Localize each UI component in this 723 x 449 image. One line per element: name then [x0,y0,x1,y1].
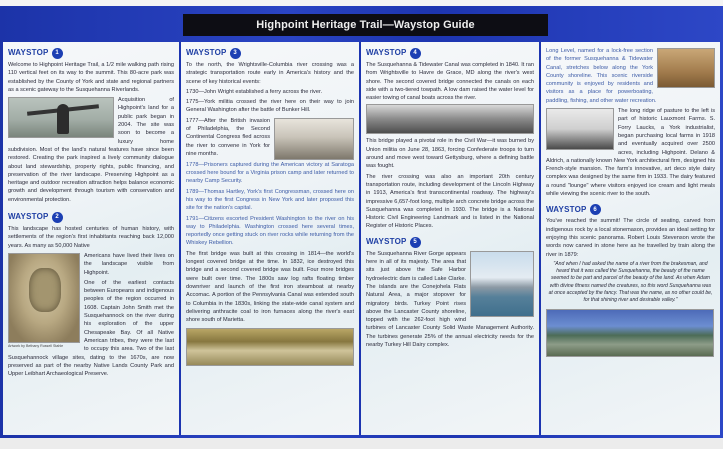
waystop-label: WAYSTOP [8,48,49,58]
dairy-lounge-photo [546,108,614,150]
waystop-label: WAYSTOP [546,204,587,214]
waystop-2-text-a: Americans have lived their lives on the landscape visible from Highpoint. [84,252,174,276]
event-1789: 1789—Thomas Hartley, York's first Congressman, crossed here on his way to the first Congress in New York and later proposed this site for the nation's capital. [186,188,354,212]
page-title: Highpoint Heritage Trail—Waystop Guide [256,19,475,31]
waystop-number-badge: 4 [410,48,421,59]
page-margin [0,438,723,449]
arch-bridge-photo [470,251,534,317]
waystop-number-badge: 6 [590,204,601,215]
panel-3 [361,42,541,435]
waystop-label: WAYSTOP [366,237,407,247]
title-bar [183,14,548,36]
event-1791: 1791—Citizens escorted President Washington to the river on his way to Philadelphia. Washington crossed here several times, reportedly once getting stuck on river rocks while returning from the Whiskey Rebellion. [186,215,354,247]
brochure-panels [3,42,720,435]
brochure-sheet [0,6,723,438]
waystop-2-heading [8,212,174,223]
waystop-3-heading [186,48,354,59]
waystop-6-heading [546,204,715,215]
event-1777: 1777—After the British invasion of Philadelphia, the Second Continental Congress fled across the river to convene in York for nine months. [186,117,270,157]
waystop-3-intro: To the north, the Wrightsville-Columbia river crossing was a strategic transportation route early in America's history and the scene of key historical events: [186,62,354,85]
portrait-figure [8,253,80,349]
waystop-4-intro: The Susquehanna & Tidewater Canal was completed in 1840. It ran from Wrightsville to Havre de Grace, MD along the river's west shore. The second covered bridge connected the canals on each side with a two-tiered towpath. A low dam raised the water level for easier towing of canal boats across the river. [366,62,534,102]
waystop-2-text-b: One of the earliest contacts between Europeans and indigenous peoples of the region occurred in 1608. Captain John Smith met the Susquehannock on the river during his exploration of the upper Chesapeake Bay. Of all Native American tribes, they were the last to occupy this area. Two of the last Susquehannock village sites, dating to the 1670s, are now preserved as part of the nearby Native Lands County Park and Upper Leibhart Archaeological Preserve. [8,279,174,378]
panel-1 [3,42,181,435]
panel-2 [181,42,361,435]
waystop-number-badge: 5 [410,237,421,248]
waystop-1-body: Acquisition of Highpoint's land for a public park began in 2004. The site was soon to become a luxury home subdivision. Most of the land's natural features have since been restored. Creating the park inspired a lively community dialogue about land stewardship, property rights, public financing, and preservation of the river landscape. Preserving Highpoint as a heritage and outdoor recreation attraction helps balance economic growth and development through tourism with conservation and environmental protection. [8,97,174,203]
waystop-1-heading [8,48,174,59]
stevenson-quote: "And when I had asked the name of a river from the brakesman, and heard that it was called the Susquehanna, the beauty of the name seemed to be part and parcel of the beauty of the land. As when Adam with divine fitness named the creatures, so this word Susquehanna was at once accepted by the fancy. That was the name, as no other could be, for that shining river and desirable valley." [548,260,713,304]
waystop-label: WAYSTOP [186,48,227,58]
statue-photo [8,97,114,138]
waystop-number-badge: 3 [230,48,241,59]
river-painting [186,328,354,366]
bridge-history: The first bridge was built at this crossing in 1814—the world's longest covered bridge at the time. In 1832, ice destroyed this bridge and a second covered bridge was built. Four more bridges were built over time. The 1800s saw log rafts floating timber downriver and launch of the first iron steamboat at nearby Accomac. A portion of the Pennsylvania Canal was extended south to Columbia in the 1830s, linking the state-wide canal system and delivering anthracite coal to iron furnaces along the river's east shore south of Marietta. [186,250,354,324]
panel-4 [541,42,720,435]
lauxmont-farms-text: The long ridge of pasture to the left is part of historic Lauxmont Farms. S. Forry Laucks, a York industrialist, began purchasing local farms in 1918 and eventually acquired over 2500 acres, including Highpoint. Delano & Aldrich, a nationally known New York architectural firm, designed his French-style mansion. The farm's innovative, art deco style dairy complex was designed by the same firm in 1933. The dairy featured a round "lounge" where visitors enjoyed ice cream and light meals while viewing the scenic river to the south. [546,108,715,198]
event-1730: 1730—John Wright established a ferry across the river. [186,88,323,95]
canal-church-photo [657,48,715,88]
waystop-1-intro: Welcome to Highpoint Heritage Trail, a 1/2 mile walking path rising 110 vertical feet on its way to the summit. This 80-acre park was established by the County of York and state and regional partners as a scenic gateway to the Susquehanna Riverlands. [8,62,174,93]
waystop-number-badge: 1 [52,48,63,59]
summit-text: You've reached the summit! The circle of seating, carved from indigenous rock by a local stonemason, provides an ideal setting for enjoying this scenic panorama. Robert Louis Stevenson wrote the words now carved in stone here as he travelled by train along the river in 1879: [546,218,715,258]
waystop-5-text: The Susquehanna River Gorge appears here in all of its majesty. The area that sits just above the Safe Harbor hydroelectric dam is called Lake Clarke. The islands are the Conejohela Flats Natural Area, a major stopover for migratory birds. Turkey Point rises above the Lancaster County shoreline, topped with the 262-foot high wind turbines of Lancaster County Solid Waste Management Authority. The turbines generate 25% of the annual electricity needs for the nearby Turkey Hill Dairy complex. [366,250,534,349]
covered-bridge-engraving [366,104,534,134]
event-1775: 1775—York militia crossed the river here on their way to join General Washington after the battle of Bunker Hill. [186,99,354,114]
portrait-drawing [8,253,80,343]
waystop-number-badge: 2 [52,212,63,223]
civil-war-text: This bridge played a pivotal role in the Civil War—it was burned by Union militia on June 28, 1863, forcing Confederate troops to turn around and move west toward Gettysburg, where a defining battle was fought. [366,138,534,170]
waystop-5-heading [366,237,534,248]
waystop-2-intro: This landscape has hosted centuries of human history, with settlements of the region's first inhabitants reaching back 12,000 years. As many as 50,000 Native [8,226,174,249]
waystop-label: WAYSTOP [8,212,49,222]
waystop-4-heading [366,48,534,59]
ferry-engraving [274,118,354,160]
waystop-label: WAYSTOP [366,48,407,58]
long-level-text: Long Level, named for a lock-free section of the former Susquehanna & Tidewater Canal, stretches below along the York County shoreline. This scenic riverside community is enjoyed by residents and visitors as a place for powerboating, paddling, fishing, and other water recreation. [546,48,657,104]
summit-photo [546,309,714,357]
portrait-caption: Artwork by Bethany Russell Stahle [8,343,64,348]
event-1778: 1778—Prisoners captured during the American victory at Saratoga crossed here bound for a Virginia prison camp and later returned to nearby Camp Security. [186,161,354,185]
lincoln-highway-text: The river crossing was also an important 20th century transportation route, including development of the Lincoln Highway in 1913, America's first transcontinental roadway. The highway's impressive 6,657-foot long, multiple arch concrete bridge across the Susquehanna was completed in 1930. The bridge is a National Historic Civil Engineering Landmark and is listed in the National Register of Historic Places. [366,173,534,230]
